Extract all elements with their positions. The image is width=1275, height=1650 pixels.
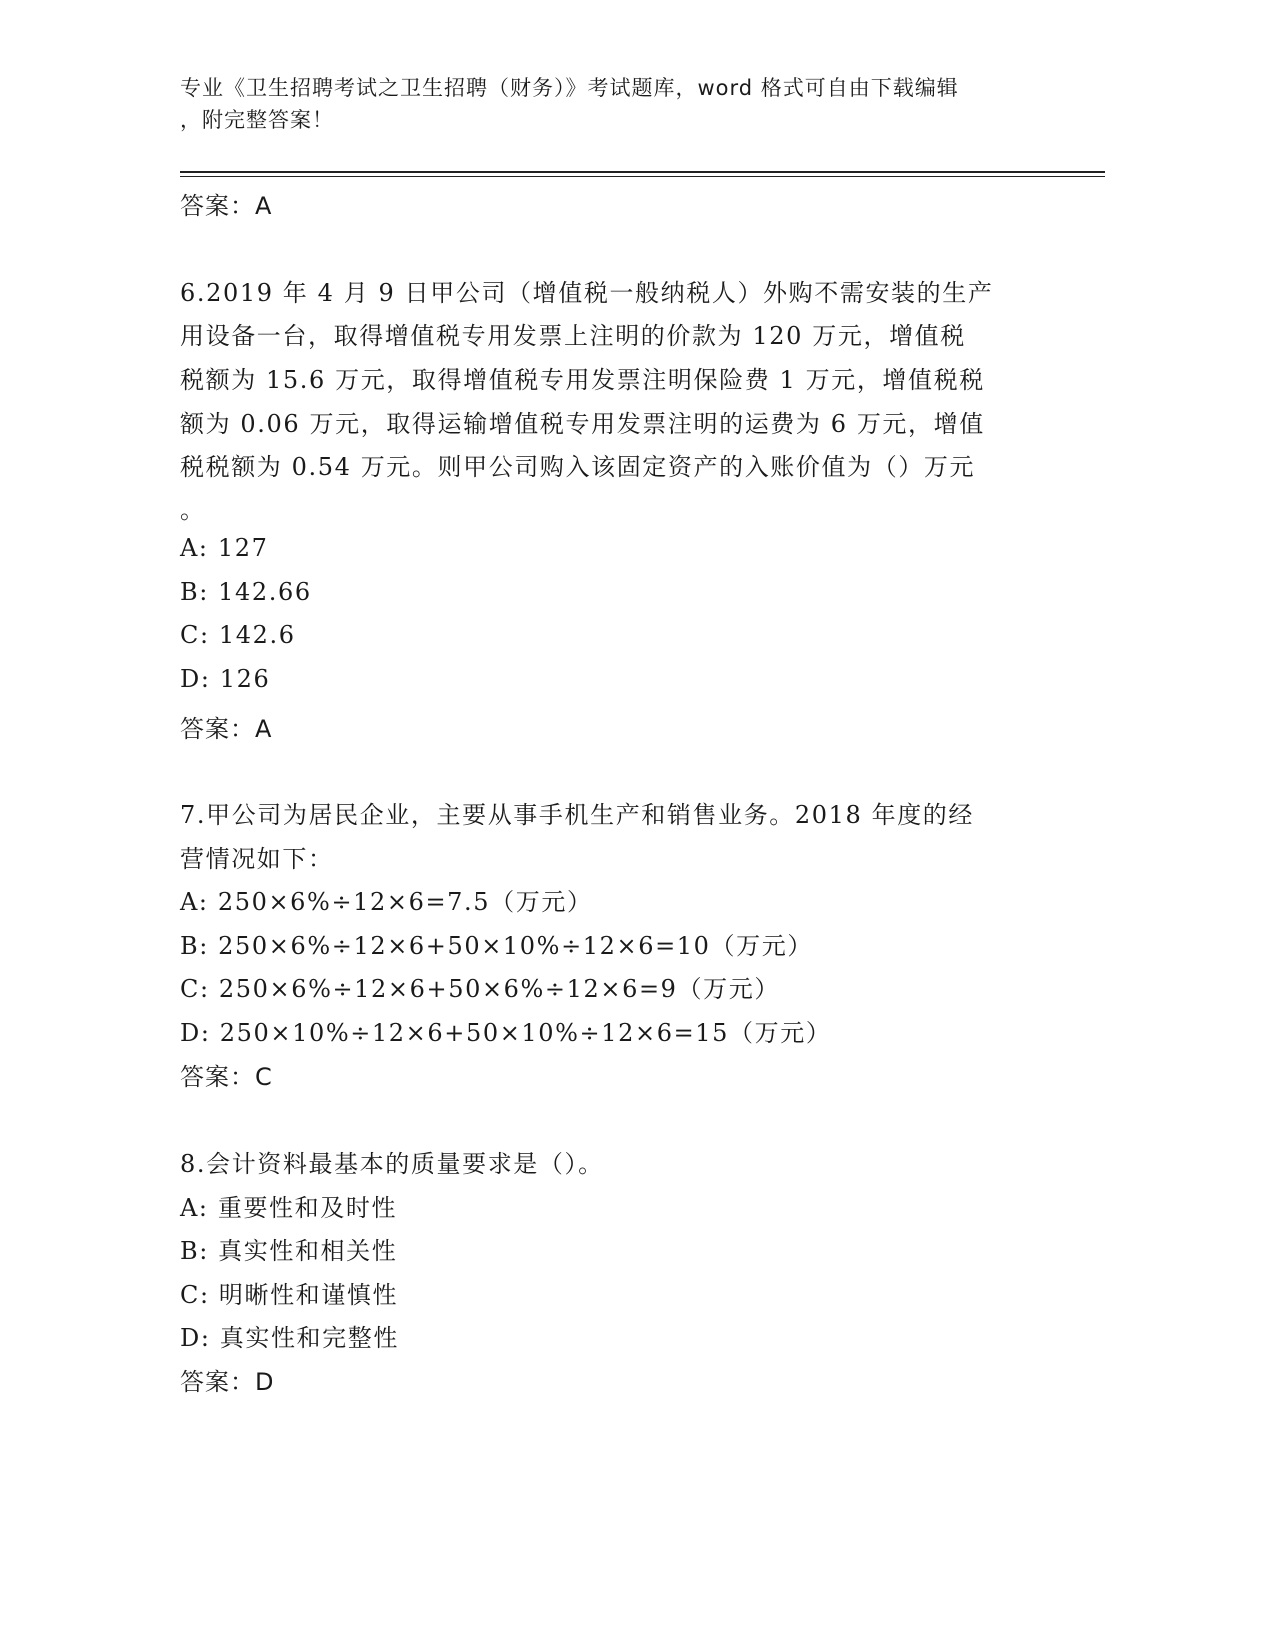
question-6-option-d: D: 126 [180, 665, 271, 693]
header-line-2: ，附完整答案！ [180, 108, 334, 132]
question-7-option-c: C: 250×6%÷12×6+50×6%÷12×6=9（万元） [180, 975, 780, 1003]
question-7-text-line: 营情况如下： [180, 845, 334, 873]
question-8-answer: 答案：D [180, 1368, 275, 1396]
question-6-text-line: 用设备一台，取得增值税专用发票上注明的价款为 120 万元，增值税 [180, 322, 966, 350]
question-8-option-d: D: 真实性和完整性 [180, 1324, 399, 1352]
question-7-option-b: B: 250×6%÷12×6+50×10%÷12×6=10（万元） [180, 932, 813, 960]
question-6-text-line: 额为 0.06 万元，取得运输增值税专用发票注明的运费为 6 万元，增值 [180, 410, 985, 438]
question-6-option-b: B: 142.66 [180, 578, 312, 606]
question-6-text-line: 。 [180, 496, 206, 524]
header-divider-thin [180, 176, 1105, 177]
previous-answer: 答案：A [180, 192, 273, 220]
question-6-option-c: C: 142.6 [180, 621, 296, 649]
question-8-option-a: A: 重要性和及时性 [180, 1194, 398, 1222]
question-7-answer: 答案：C [180, 1063, 273, 1091]
question-7-option-a: A: 250×6%÷12×6=7.5（万元） [180, 888, 593, 916]
question-8-option-c: C: 明晰性和谨慎性 [180, 1281, 399, 1309]
question-8-text-line: 8.会计资料最基本的质量要求是（）。 [180, 1150, 604, 1178]
question-6-answer: 答案：A [180, 715, 273, 743]
header-line-1: 专业《卫生招聘考试之卫生招聘（财务）》考试题库，word 格式可自由下载编辑 [180, 76, 959, 100]
question-7-option-d: D: 250×10%÷12×6+50×10%÷12×6=15（万元） [180, 1019, 832, 1047]
document-header [180, 72, 1040, 136]
question-6-text-line: 税额为 15.6 万元，取得增值税专用发票注明保险费 1 万元，增值税税 [180, 366, 985, 394]
question-6-option-a: A: 127 [180, 534, 269, 562]
question-6-text-line: 税税额为 0.54 万元。则甲公司购入该固定资产的入账价值为（）万元 [180, 453, 976, 481]
header-divider-thick [180, 171, 1105, 173]
question-7-text-line: 7.甲公司为居民企业，主要从事手机生产和销售业务。2018 年度的经 [180, 801, 975, 829]
question-6-text-line: 6.2019 年 4 月 9 日甲公司（增值税一般纳税人）外购不需安装的生产 [180, 279, 994, 307]
question-8-option-b: B: 真实性和相关性 [180, 1237, 398, 1265]
